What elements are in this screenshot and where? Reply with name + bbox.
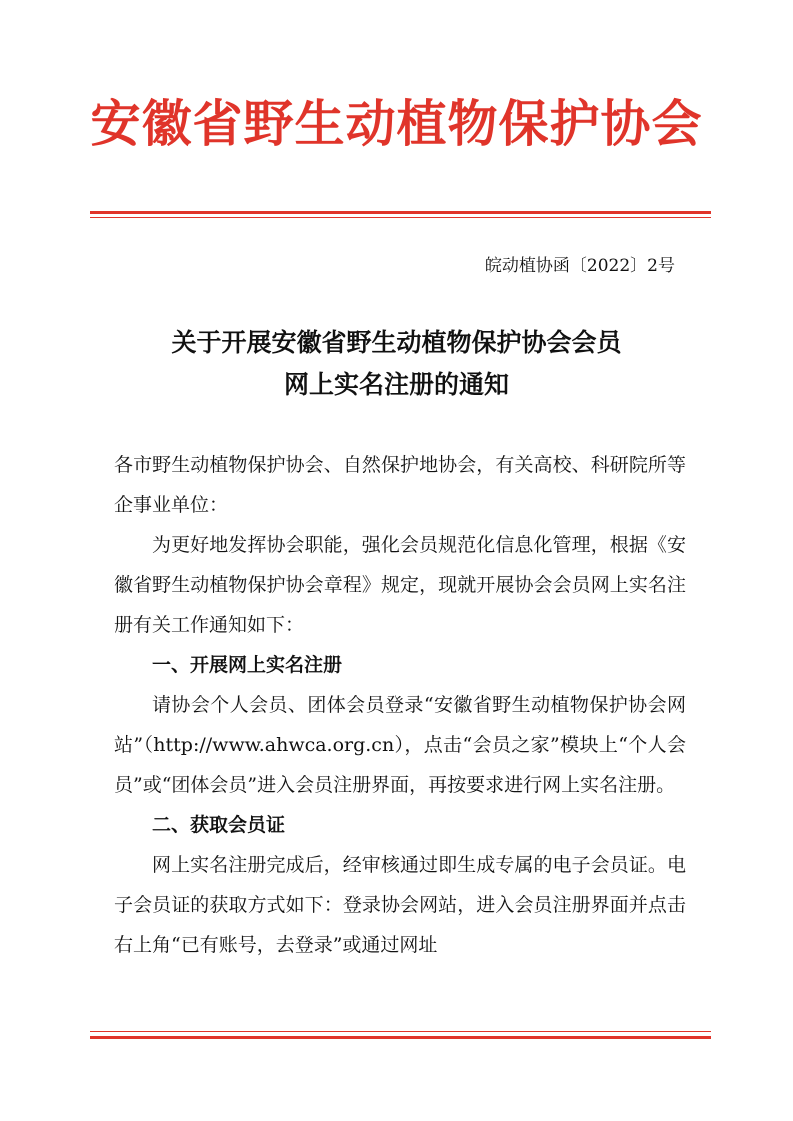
letterhead-rule-top-thin [90,217,711,218]
document-body [114,445,686,965]
letterhead-rule-top-thick [90,211,711,214]
section-2-heading: 二、获取会员证 [152,814,286,836]
footer-rule-thick [90,1036,711,1039]
section-1-paragraph: 请协会个人会员、团体会员登录“安徽省野生动植物保护协会网站”（http://www.ahwca.org.cn），点击“会员之家”模块上“个人会员”或“团体会员”进入会员注册界面，再按要求进行网上实名注册。 [114,694,686,796]
section-1-heading: 一、开展网上实名注册 [152,654,343,676]
document-title-line-2: 网上实名注册的通知 [283,370,509,399]
section-2-paragraph: 网上实名注册完成后，经审核通过即生成专属的电子会员证。电子会员证的获取方式如下：登录协会网站，进入会员注册界面并点击右上角“已有账号，去登录”或通过网址 [114,854,686,956]
intro-paragraph: 为更好地发挥协会职能，强化会员规范化信息化管理，根据《安徽省野生动植物保护协会章程》规定，现就开展协会会员网上实名注册有关工作通知如下： [114,534,686,636]
letterhead-title: 安徽省野生动植物保护协会 [90,94,703,153]
document-title [0,322,793,406]
document-number: 皖动植协函〔2022〕2号 [484,256,675,276]
document-title-line-1: 关于开展安徽省野生动植物保护协会会员 [171,328,622,357]
footer-rule-thin [90,1031,711,1032]
salutation: 各市野生动植物保护协会、自然保护地协会，有关高校、科研院所等企事业单位： [114,454,686,516]
